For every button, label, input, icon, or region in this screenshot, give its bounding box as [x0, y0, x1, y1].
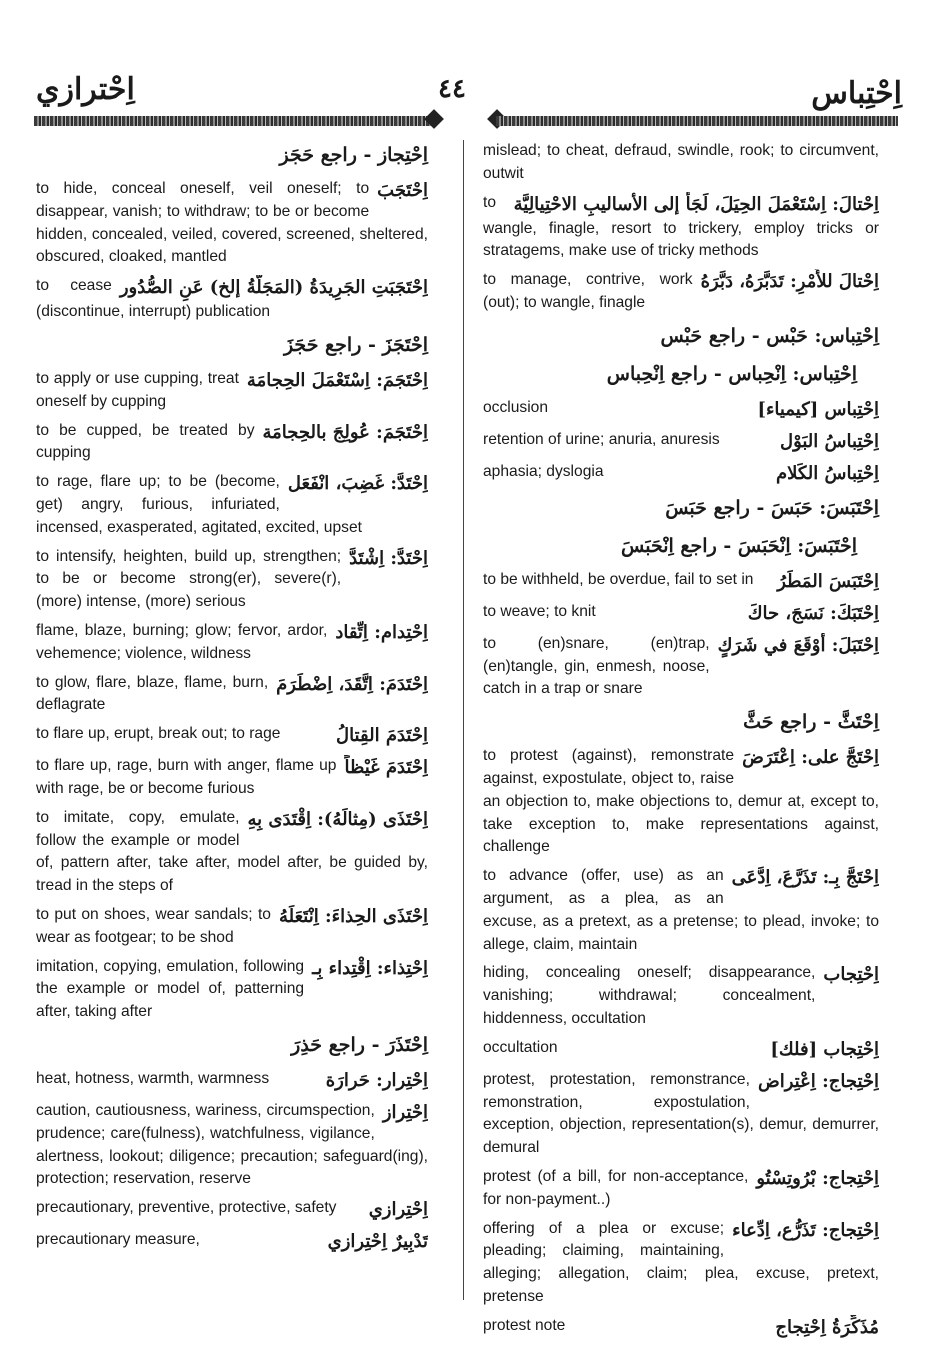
- english-definition: to imitate, copy, emulate, follow the example or model of, pattern after, take after, model after, be guided by, tread in the steps of: [36, 808, 428, 895]
- dictionary-entry: [483, 269, 879, 315]
- arabic-headword: اِحْتَجَمَ: عُولِجَ بالحِجامَة: [262, 421, 428, 443]
- arabic-headword: اِحْتَدَمَ القِتالُ: [335, 725, 428, 747]
- cross-reference: اِحْتَبَسَ: حَبَسَ - راجع حَبَسَ: [665, 496, 879, 519]
- arabic-headword: اِحْتَدَمَ: اِتَّقَدَ، اِضْطَرَمَ: [276, 673, 428, 695]
- dictionary-entry: [36, 807, 428, 898]
- right-column: [483, 140, 879, 1347]
- english-definition: to cease (discontinue, interrupt) publication: [36, 277, 271, 321]
- english-definition: protest (of a bill, for non-acceptance, for non-payment..): [483, 1167, 749, 1208]
- english-definition: to apply or use cupping, treat oneself by cupping: [36, 369, 239, 410]
- arabic-headword: اِحْتَجَبَ: [377, 180, 428, 201]
- english-definition: mislead; to cheat, defraud, swindle, rook; to circumvent, outwit: [483, 142, 879, 182]
- page-number: ٤٤: [438, 74, 466, 104]
- english-definition: to be withheld, be overdue, fail to set in: [483, 570, 754, 588]
- english-definition: to intensify, heighten, build up, strengthen; to be or become strong(er), severe(r), (more) intense, (more) serious: [36, 547, 342, 611]
- arabic-headword: اِحْتِجاب: [823, 964, 879, 986]
- left-column: [36, 140, 428, 1261]
- dictionary-entry: [483, 397, 879, 423]
- dictionary-entry: [483, 633, 879, 701]
- english-definition: to weave; to knit: [483, 602, 596, 620]
- cross-reference: اِحْتَبَسَ: اِنْحَبَسَ - راجع اِنْحَبَسَ: [621, 534, 857, 557]
- arabic-headword: اِحْتِجاج: بْرُوتِسْتُو: [756, 1167, 879, 1189]
- english-definition: flame, blaze, burning; glow; fervor, ardor, vehemence; violence, wildness: [36, 621, 328, 662]
- arabic-headword: اِحْتَجَّ على: اِعْتَرَضَ: [742, 747, 879, 769]
- dictionary-entry: [36, 546, 428, 614]
- english-definition: protest note: [483, 1316, 566, 1334]
- page-header: [0, 60, 950, 130]
- dictionary-entry: [483, 962, 879, 1030]
- arabic-headword: اِحْتالَ للأَمْرِ: تَدَبَّرَهُ، دَبَّرَهُ: [700, 271, 879, 293]
- dictionary-entry: [36, 368, 428, 414]
- english-definition: protest, protestation, remonstrance, remonstration, expostulation, exception, objection, representation(s), demur, demurrer, demural: [483, 1070, 879, 1157]
- dictionary-entry: [36, 956, 428, 1024]
- english-definition: to be cupped, be treated by cupping: [36, 421, 255, 462]
- dictionary-entry: [483, 1069, 879, 1160]
- arabic-headword: اِحْتِراز: [382, 1101, 428, 1123]
- arabic-headword: اِحْتَدَمَ غَيْظاً: [344, 757, 428, 779]
- english-definition: imitation, copying, emulation, following the example or model of, patterning after, taking after: [36, 957, 305, 1021]
- english-definition: retention of urine; anuria, anuresis: [483, 430, 720, 448]
- arabic-headword: اِحْتَجَمَ: اِسْتَعْمَلَ الحِجامَة: [246, 369, 428, 391]
- english-definition: caution, cautiousness, wariness, circumspection, prudence; care(fulness), watchfulness, vigilance, alertness, lookout; diligence; precaution; safeguard(ing), protection; reservation, reserve: [36, 1101, 428, 1188]
- english-definition: to hide, conceal oneself, veil oneself; to disappear, vanish; to withdraw; to be or become hidden, concealed, veiled, covered, screened, sheltered, obscured, cloaked, mantled: [36, 180, 428, 266]
- arabic-headword: اِحْتِجاج: تَذَرُّع، اِدِّعاء: [732, 1219, 879, 1241]
- dictionary-entry: [36, 275, 428, 324]
- arabic-headword: اِحْتَذَى (مِثالَهُ): اِقْتَدَى بِهِ: [247, 808, 428, 830]
- english-definition: hiding, concealing oneself; disappearance, vanishing; withdrawal; concealment, hiddenness, occultation: [483, 964, 816, 1027]
- dictionary-entry: [36, 620, 428, 666]
- english-definition: occultation: [483, 1038, 558, 1056]
- dictionary-entry: [483, 429, 879, 455]
- english-definition: precautionary, preventive, protective, safety: [36, 1199, 337, 1217]
- english-definition: to protest (against), remonstrate against, expostulate, object to, raise an objection to, make objections to, demur at, except to, take exception to, make representations against, challenge: [483, 747, 879, 856]
- cross-reference: اِحْتَثَّ - راجع حَثَّ: [743, 711, 879, 734]
- english-definition: to flare up, rage, burn with anger, flame up with rage, be or become furious: [36, 757, 337, 797]
- cross-reference: اِحْتِجاز - راجع حَجَز: [279, 144, 428, 166]
- dictionary-entry: [36, 1068, 428, 1094]
- english-definition: offering of a plea or excuse; pleading; claiming, maintaining, alleging; allegation, claim; plea, excuse, pretext, pretense: [483, 1219, 879, 1305]
- arabic-headword: اِحْتَبَكَ: نَسَجَ، حاكَ: [747, 602, 879, 624]
- english-definition: occlusion: [483, 398, 549, 416]
- dictionary-entry: [36, 755, 428, 801]
- dictionary-entry: [483, 569, 879, 595]
- arabic-headword: اِحْتَذَى الحِذاءَ: اِنْتَعَلَهُ: [278, 905, 428, 927]
- dictionary-entry: [483, 1218, 879, 1309]
- dictionary-entry: [36, 178, 428, 269]
- arabic-headword: اِحْتالَ: اِسْتَعْمَلَ الحِيَلَ، لَجَأَ إلى الأساليبِ الاحْتِيالِيَّة: [513, 193, 879, 215]
- dictionary-entry: [36, 1229, 428, 1255]
- cross-reference: اِحْتَذَرَ - راجع حَذِرَ: [291, 1033, 428, 1056]
- dictionary-entry: [483, 192, 879, 264]
- dictionary-entry: [36, 1197, 428, 1223]
- arabic-headword: اِحْتَبَلَ: أَوْقَعَ في شَرَكٍ: [717, 634, 879, 656]
- dictionary-entry: [483, 140, 879, 186]
- arabic-headword: اِحْتَجَبَتِ الجَرِيدَةُ (المَجَلَّةُ إلخ) عَنِ الصُّدُور: [119, 277, 428, 299]
- dictionary-entry: [36, 672, 428, 718]
- dictionary-entry: [36, 904, 428, 950]
- english-definition: aphasia; dyslogia: [483, 462, 604, 480]
- dictionary-entry: [483, 1315, 879, 1341]
- dictionary-entry: [36, 420, 428, 466]
- english-definition: to wangle, finagle, resort to trickery, employ tricks or stratagems, make use of tricky methods: [483, 193, 879, 260]
- dictionary-entry: [36, 471, 428, 539]
- left-running-headword: اِحْترازي: [36, 72, 135, 107]
- arabic-headword: اِحْتِدام: اِتِّقاد: [335, 621, 428, 643]
- dictionary-entry: [36, 723, 428, 749]
- arabic-headword: مُذَكِّرَةُ اِحْتِجاج: [775, 1316, 879, 1338]
- dictionary-entry: [483, 1166, 879, 1212]
- cross-reference: اِحْتَجَزَ - راجع حَجَزَ: [283, 333, 428, 356]
- right-running-headword: اِحْتِباس: [811, 76, 902, 111]
- arabic-headword: اِحْتِرار: حَرارَة: [325, 1069, 428, 1091]
- arabic-headword: اِحْتَبَسَ المَطَرُ: [777, 570, 879, 592]
- arabic-headword: اِحْتِرازي: [368, 1199, 428, 1221]
- english-definition: to advance (offer, use) as an argument, as a plea, as an excuse, as a pretext, as a pretense; to plead, invoke; to allege, claim, maintain: [483, 867, 879, 953]
- arabic-headword: اِحْتِذاء: اِقْتِداء بِـ: [312, 957, 428, 979]
- arabic-headword: اِحْتِباسُ البَوْل: [779, 430, 879, 452]
- english-definition: to flare up, erupt, break out; to rage: [36, 725, 281, 743]
- dictionary-entry: [483, 745, 879, 859]
- arabic-headword: اِحْتِجاج: اِعْتِراض: [757, 1070, 879, 1092]
- dictionary-entry: [483, 461, 879, 487]
- cross-reference: اِحْتِباس: اِنْحِباس - راجع اِنْحِباس: [606, 362, 857, 385]
- dictionary-entry: [483, 601, 879, 627]
- column-divider: [463, 140, 464, 1300]
- arabic-headword: اِحْتِباسُ الكَلام: [775, 462, 879, 484]
- arabic-headword: اِحْتِباس [كيمياء]: [757, 398, 879, 420]
- arabic-headword: تَدْبِيرٌ اِحْتِرازي: [327, 1231, 428, 1253]
- arabic-headword: اِحْتَدَّ: غَضِبَ، انْفَعَل: [287, 473, 428, 495]
- english-definition: precautionary measure,: [36, 1231, 200, 1249]
- english-definition: to (en)snare, (en)trap, (en)tangle, gin, enmesh, noose, catch in a trap or snare: [483, 634, 710, 698]
- english-definition: to manage, contrive, work (out); to wangle, finagle: [483, 271, 693, 311]
- header-rule-right: [496, 116, 898, 126]
- english-definition: to glow, flare, blaze, flame, burn, deflagrate: [36, 673, 269, 714]
- arabic-headword: اِحْتَدَّ: اِشْتَدَّ: [349, 547, 428, 569]
- cross-reference: اِحْتِباس: حَبْس - راجع حَبْس: [660, 324, 879, 347]
- english-definition: to put on shoes, wear sandals; to wear as footgear; to be shod: [36, 905, 271, 946]
- dictionary-entry: [483, 1037, 879, 1063]
- english-definition: heat, hotness, warmth, warmness: [36, 1069, 270, 1087]
- dictionary-entry: [483, 865, 879, 956]
- arabic-headword: اِحْتِجاب [فلك]: [770, 1038, 879, 1060]
- arabic-headword: اِحْتَجَّ بِـ: تَذَرَّعَ، اِدَّعَى: [731, 867, 879, 889]
- header-rule-left: [34, 116, 432, 126]
- english-definition: to rage, flare up; to be (become, get) angry, furious, infuriated, incensed, exasperated, agitated, excited, upset: [36, 473, 362, 536]
- dictionary-entry: [36, 1100, 428, 1191]
